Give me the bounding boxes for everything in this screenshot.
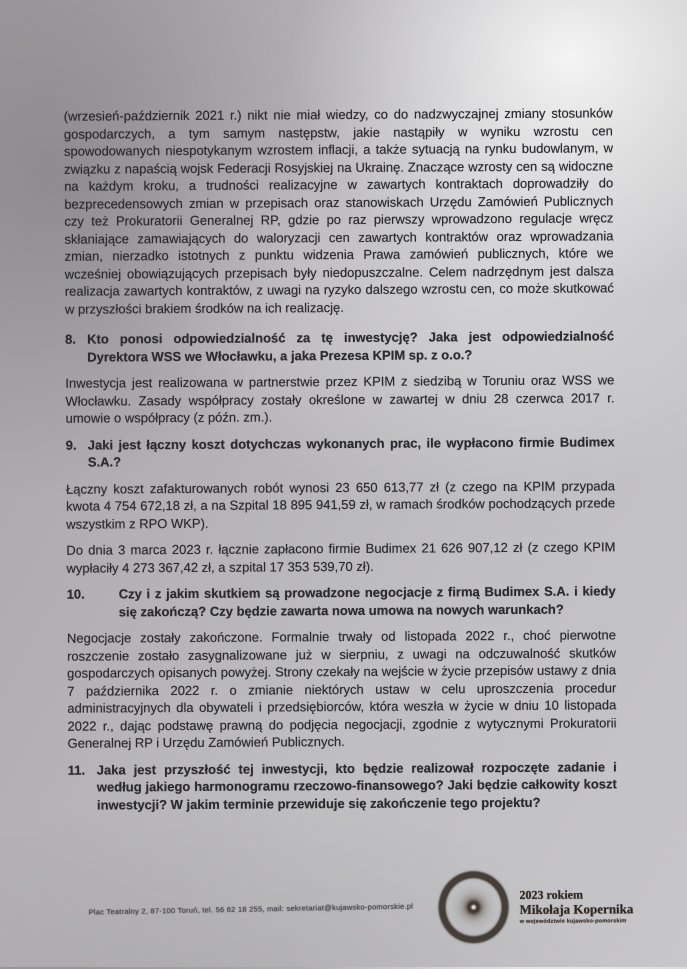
answer-8-paragraph: Inwestycja jest realizowana w partnerstwie przez KPIM z siedzibą w Toruniu oraz WSS we Włocławku. Zasady współpracy zostały określone w zawartej w dniu 28 czerwca 2017 r. umowie o współpracy (z późn. zm.).	[65, 372, 615, 426]
question-10	[67, 582, 616, 620]
logo-year-line: 2023 rokiem	[519, 887, 584, 903]
intro-paragraph: (wrzesień-październik 2021 r.) nikt nie miał wiedzy, co do nadzwyczajnej zmiany stosunków gospodarczych, a tym samym następstw, jakie nastąpiły w wyniku wzrostu cen spowodowanych niespotykanym wzrostem inflacji, a także sytuacją na rynku budowlanym, w związku z napaścią wojsk Federacji Rosyjskiej na Ukrainę. Znaczące wzrosty cen są widoczne na każdym kroku, a trudności realizacyjne w zawartych kontraktach doprowadziły do bezprecedensowych zmian w przepisach oraz stanowiskach Urzędu Zamówień Publicznych czy też Prokuratorii Generalnej RP, gdzie po raz pierwszy wprowadzono regulacje wręcz skłaniające zamawiających do waloryzacji cen zawartych kontraktów oraz wprowadzania zmian, nierzadko istotnych z punktu widzenia Prawa zamówień publicznych, które we wcześniej obowiązujących przepisach były niedopuszczalne. Celem nadrzędnym jest dalsza realizacja zawartych kontraktów, z uwagi na ryzyko dalszego wzrostu cen, co może skutkować w przyszłości brakiem środków na ich realizację.	[63, 105, 614, 317]
question-11	[68, 758, 617, 814]
question-8-number: 8.	[65, 331, 77, 347]
answer-10-paragraph: Negocjacje zostały zakończone. Formalnie trwały od listopada 2022 r., choć pierwotne roszczenie zostało zasygnalizowane już w sierpniu, z uwagi na odczuwalność skutków gospodarczych opisanych powyżej. Strony czekały na wejście w życie przepisów ustawy z dnia 7 października 2022 r. o zmianie niektórych ustaw w celu uproszczenia procedur administracyjnych dla obywateli i przedsiębiorców, która weszła w życie w dniu 10 listopada 2022 r., dając podstawę prawną do podjęcia negocjacji, zgodnie z wytycznymi Prokuratorii Generalnej RP i Urzędu Zamówień Publicznych.	[66, 627, 617, 751]
answer-9-paragraph-2: Do dnia 3 marca 2023 r. łącznie zapłacono firmie Budimex 21 626 907,12 zł (z czego KPIM wypłaciły 4 273 367,42 zł, a szpital 17 353 539,70 zł).	[66, 539, 616, 576]
copernicus-logo-text	[519, 888, 633, 924]
question-9-number: 9.	[65, 437, 77, 453]
question-9-text: Jaki jest łączny koszt dotychczas wykonanych prac, ile wypłacono firmie Budimex S.A.?	[87, 433, 615, 470]
question-10-text: Czy i z jakim skutkiem są prowadzone negocjacje z firmą Budimex S.A. i kiedy się zakończą? Czy będzie zawarta nowa umowa na nowych warunkach?	[118, 583, 616, 619]
logo-subtitle-line: w województwie kujawsko-pomorskim	[519, 917, 627, 925]
copernicus-year-logo	[438, 870, 633, 943]
question-8-text: Kto ponosi odpowiedzialność za tę inwestycję? Jaka jest odpowiedzialność Dyrektora WSS we Włocławku, a jaka Prezesa KPIM sp. z o.o.?	[87, 328, 615, 365]
logo-name-line: Mikołaja Kopernika	[519, 900, 634, 917]
answer-9-paragraph-1: Łączny koszt zafakturowanych robót wynosi 23 650 613,77 zł (z czego na KPIM przypada kwota 4 754 672,18 zł, a na Szpital 18 895 941,59 zł, w ramach środków pochodzących przede wszystkim z RPO WKP).	[65, 477, 616, 532]
question-11-number: 11.	[67, 762, 86, 778]
footer-address: Plac Teatralny 2, 87-100 Toruń, tel. 56 62 18 255, mail: sekretariat@kujawsko-pomorskie.pl	[88, 901, 414, 917]
question-8	[65, 327, 614, 365]
question-10-number: 10.	[66, 586, 85, 602]
page-footer	[68, 870, 643, 946]
copernicus-sun-emblem-icon	[438, 871, 508, 943]
question-9	[66, 433, 615, 471]
document-body	[64, 104, 617, 822]
question-11-text: Jaka jest przyszłość tej inwestycji, kto będzie realizował rozpoczęte zadanie i według jakiego harmonogramu rzeczowo-finansowego? Jaki będzie całkowity koszt inwestycji? W jakim terminie przewiduje się zakończenie tego projektu?	[96, 758, 617, 813]
